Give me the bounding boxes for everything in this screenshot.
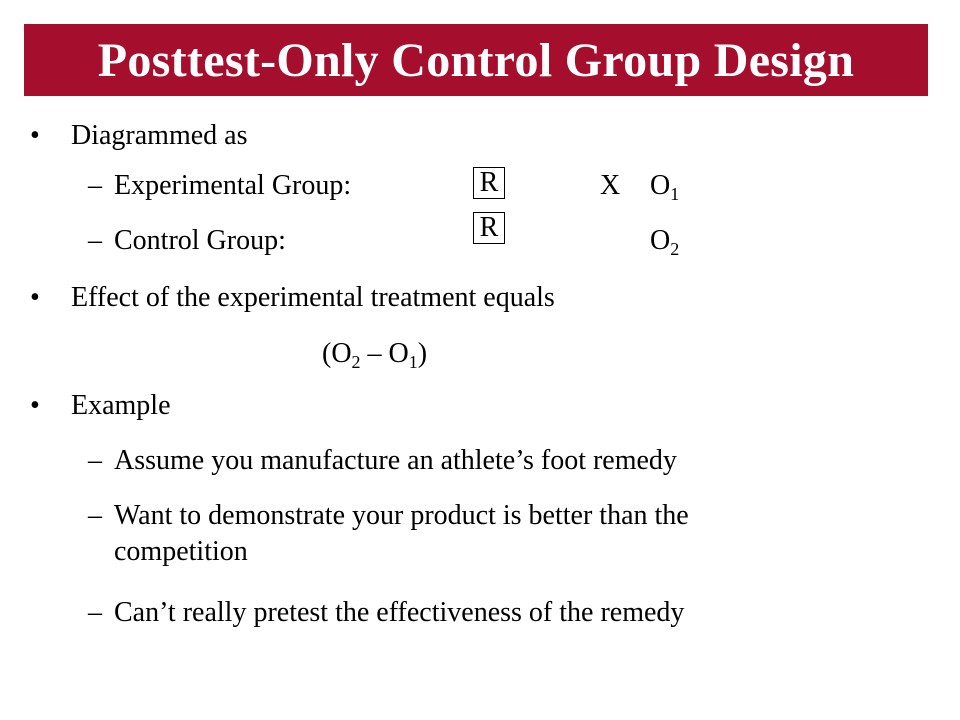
- dash-icon: –: [88, 170, 102, 201]
- effect-formula: [322, 338, 427, 370]
- bullet-icon: •: [30, 390, 40, 421]
- formula-open: (O: [322, 338, 352, 369]
- observation-letter: O: [650, 170, 671, 201]
- random-symbol: R: [479, 212, 499, 243]
- observation-subscript-2: 2: [670, 239, 680, 259]
- formula-close: ): [417, 338, 428, 369]
- observation-1: [650, 170, 679, 202]
- observation-letter: O: [650, 225, 671, 256]
- example-item-2-line-1: Want to demonstrate your product is better than the: [114, 500, 689, 531]
- control-group-label: Control Group:: [114, 225, 286, 256]
- bullet-effect: Effect of the experimental treatment equals: [71, 282, 555, 313]
- example-item-2-line-2: competition: [114, 536, 248, 567]
- random-assignment-box-experimental: [473, 167, 505, 199]
- example-item-3: Can’t really pretest the effectiveness of the remedy: [114, 597, 685, 628]
- bullet-icon: •: [30, 120, 40, 151]
- bullet-example: Example: [71, 390, 171, 421]
- title-bar: [24, 24, 928, 96]
- dash-icon: –: [88, 445, 102, 476]
- formula-subscript-2: 2: [351, 352, 361, 372]
- slide-title: Posttest-Only Control Group Design: [97, 33, 855, 87]
- dash-icon: –: [88, 225, 102, 256]
- formula-mid: – O: [360, 338, 409, 369]
- random-symbol: R: [479, 167, 499, 198]
- formula-subscript-1: 1: [408, 352, 418, 372]
- experimental-group-label: Experimental Group:: [114, 170, 352, 201]
- bullet-diagrammed: Diagrammed as: [71, 120, 248, 151]
- treatment-symbol: X: [600, 170, 621, 201]
- random-assignment-box-control: [473, 212, 505, 244]
- dash-icon: –: [88, 597, 102, 628]
- dash-icon: –: [88, 500, 102, 531]
- bullet-icon: •: [30, 282, 40, 313]
- observation-subscript-1: 1: [670, 184, 680, 204]
- example-item-1: Assume you manufacture an athlete’s foot remedy: [114, 445, 677, 476]
- observation-2: [650, 225, 679, 257]
